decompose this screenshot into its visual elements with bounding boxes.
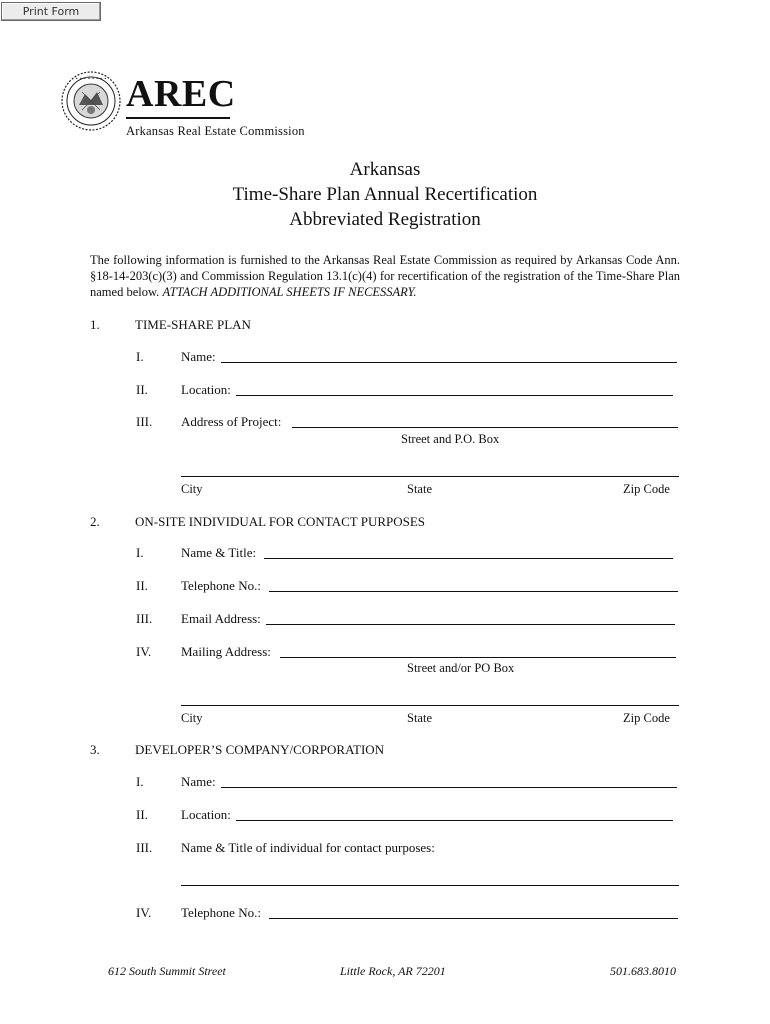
s2-city-caption: City [181,711,203,725]
s1-iii-roman: III. [136,414,153,429]
s1-i-roman: I. [136,349,144,364]
s1-location-label: Location: [181,382,231,397]
intro-paragraph [90,252,680,300]
s3-location-field[interactable] [236,820,673,821]
s1-zip-caption: Zip Code [623,482,670,496]
s3-i-roman: I. [136,774,144,789]
section-2-number: 2. [90,514,100,529]
s2-telephone-label: Telephone No.: [181,578,261,593]
s1-ii-roman: II. [136,382,148,397]
logo-divider [126,117,230,119]
s2-email-field[interactable] [266,624,675,625]
logo-title: AREC [126,73,236,115]
s2-ii-roman: II. [136,578,148,593]
s1-name-field[interactable] [221,362,677,363]
heading-subtitle: Abbreviated Registration [289,209,481,230]
section-3-number: 3. [90,742,100,757]
s1-city-state-zip-field[interactable] [181,476,679,477]
section-2-title: ON-SITE INDIVIDUAL FOR CONTACT PURPOSES [135,514,426,529]
intro-text: The following information is furnished to the Arkansas Real Estate Commission as required by Arkansas Code Ann. §18-14-203(c)(3) and Commission Regulation 13.1(c)(4) for recertification of the registration of the Time-Share Plan named below. [90,253,680,299]
s2-telephone-field[interactable] [269,591,678,592]
s2-iv-roman: IV. [136,644,152,659]
s2-state-caption: State [407,711,432,725]
s3-location-label: Location: [181,807,231,822]
s3-telephone-field[interactable] [269,918,678,919]
s3-iv-roman: IV. [136,905,152,920]
section-3-title: DEVELOPER’S COMPANY/CORPORATION [135,742,385,757]
section-1-title: TIME-SHARE PLAN [135,317,251,332]
footer-street-address: 612 South Summit Street [108,964,226,978]
s3-contact-field[interactable] [181,885,679,886]
s3-ii-roman: II. [136,807,148,822]
intro-emphasis: ATTACH ADDITIONAL SHEETS IF NECESSARY. [162,285,417,299]
s2-zip-caption: Zip Code [623,711,670,725]
s3-iii-roman: III. [136,840,153,855]
s1-address-field[interactable] [292,427,678,428]
s2-mailing-label: Mailing Address: [181,644,271,659]
s2-i-roman: I. [136,545,144,560]
s2-mailing-caption: Street and/or PO Box [407,661,515,675]
s3-contact-label: Name & Title of individual for contact purposes: [181,840,435,855]
heading-title: Time-Share Plan Annual Recertification [232,184,538,205]
s1-location-field[interactable] [236,395,673,396]
s1-state-caption: State [407,482,432,496]
arec-seal-logo [60,70,122,132]
s1-name-label: Name: [181,349,216,364]
s1-address-label: Address of Project: [181,414,282,429]
s2-mailing-field[interactable] [280,657,676,658]
s2-iii-roman: III. [136,611,153,626]
heading-state: Arkansas [349,159,421,180]
logo-subtitle: Arkansas Real Estate Commission [126,124,305,138]
s3-name-label: Name: [181,774,216,789]
s2-city-state-zip-field[interactable] [181,705,679,706]
footer-city: Little Rock, AR 72201 [340,964,446,978]
section-1-number: 1. [90,317,100,332]
s2-name-title-label: Name & Title: [181,545,257,560]
s3-name-field[interactable] [221,787,677,788]
s2-name-title-field[interactable] [264,558,673,559]
s3-telephone-label: Telephone No.: [181,905,261,920]
s2-email-label: Email Address: [181,611,261,626]
svg-text:• • • • • • • •: • • • • • • • • [75,77,107,82]
s1-city-caption: City [181,482,203,496]
s1-address-caption: Street and P.O. Box [401,432,500,446]
print-form-button[interactable]: Print Form [1,2,101,21]
seal-icon [60,70,122,132]
footer-phone: 501.683.8010 [610,964,676,978]
